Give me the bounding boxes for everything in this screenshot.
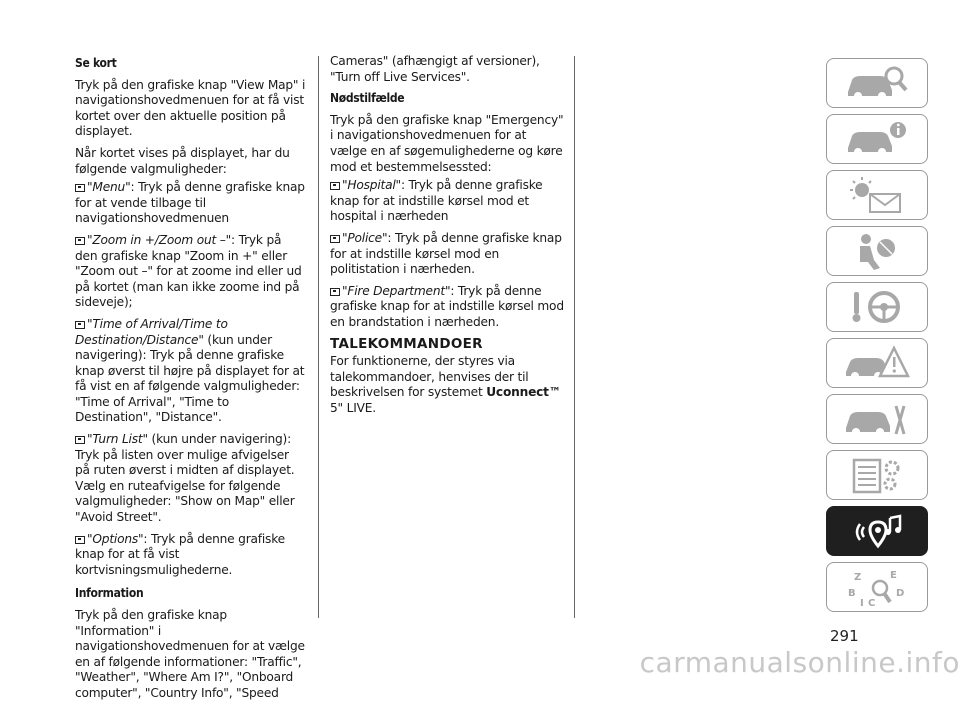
light-envelope-icon	[840, 174, 914, 216]
bullet-item: "Fire Department": Tryk på denne grafiske knap for at indstille kørsel mod en brandstation i nærheden.	[330, 283, 564, 329]
alphabet-index-icon	[840, 566, 914, 608]
bullet-item: "Zoom in +/Zoom out –": Tryk på den grafiske knap "Zoom in +" eller "Zoom out –" for at zoome ind eller ud på kortet (man kan ikke zoome ind på sideveje);	[75, 232, 302, 310]
svg-text:B: B	[848, 588, 856, 599]
bullet-box-icon	[75, 237, 85, 245]
svg-text:I: I	[860, 598, 864, 608]
bullet-box-icon	[75, 536, 85, 544]
svg-text:D: D	[896, 588, 905, 599]
tab-car-warning[interactable]	[826, 338, 928, 388]
text-column-right	[330, 54, 565, 422]
heading-nodstilfaelde: Nødstilfælde	[330, 91, 405, 106]
svg-text:C: C	[868, 598, 876, 608]
bullet-box-icon	[75, 184, 85, 192]
tab-airbag[interactable]	[826, 226, 928, 276]
car-wrench-icon	[840, 398, 914, 440]
bullet-item: "Menu": Tryk på denne grafiske knap for at vende tilbage til navigationshovedmenuen	[75, 180, 305, 226]
bullet-item: "Turn List" (kun under navigering): Tryk på listen over mulige afvigelser på ruten øverst i midten af displayet. Vælg en ruteafvigelse for følgende valgmuligheder: "Show on Map" eller "Avoid Street".	[75, 432, 295, 525]
bullet-box-icon	[75, 321, 85, 329]
paragraph: Cameras" (afhængigt af versioner), "Turn off Live Services".	[330, 54, 540, 84]
page-number: 291	[830, 627, 859, 645]
list-gears-icon	[840, 454, 914, 496]
svg-text:Z: Z	[854, 572, 862, 583]
bullet-item: "Time of Arrival/Time to Destination/Distance" (kun under navigering): Tryk på denne grafiske knap øverst til højre på displayet for at få vist en af følgende valgmuligheder: "Time of Arrival", "Time to Destination", "Distance".	[75, 316, 305, 425]
car-magnifier-icon	[840, 62, 914, 104]
paragraph: Når kortet vises på displayet, har du følgende valgmuligheder:	[75, 145, 290, 176]
tab-multimedia[interactable]	[826, 506, 928, 556]
column-divider	[318, 56, 319, 618]
bullet-box-icon	[330, 288, 340, 296]
tab-light-envelope[interactable]	[826, 170, 928, 220]
tab-car-info[interactable]	[826, 114, 928, 164]
car-warning-icon	[840, 342, 914, 384]
tab-car-magnifier[interactable]	[826, 58, 928, 108]
bullet-box-icon	[330, 182, 340, 190]
paragraph: Tryk på den grafiske knap "View Map" i navigationshovedmenuen for at få vist kortet over den aktuelle position på displayet.	[75, 77, 306, 139]
tab-list-gears[interactable]	[826, 450, 928, 500]
tab-steering[interactable]	[826, 282, 928, 332]
heading-talekommandoer: TALEKOMMANDOER	[330, 335, 483, 352]
paragraph: Tryk på den grafiske knap "Information" i navigationshovedmenuen for at vælge en af følgende informationer: "Traffic", "Weather", "Where Am I?", "Onboard computer", "Country Info", "Speed	[75, 608, 305, 700]
chapter-tabs	[826, 58, 930, 618]
paragraph: Tryk på den grafiske knap "Emergency" i navigationshovedmenuen for at vælge en af søgemulighederne og køre mod et bestemmelsessted:	[330, 112, 564, 174]
heading-se-kort: Se kort	[75, 56, 117, 70]
paragraph: For funktionerne, der styres via talekommandoer, henvises der til beskrivelsen for systemet Uconnect™ 5" LIVE.	[330, 354, 561, 415]
steering-wheel-icon	[840, 286, 914, 328]
bullet-item: "Hospital": Tryk på denne grafiske knap for at indstille kørsel mod et hospital i nærheden	[330, 178, 543, 224]
bullet-item: "Police": Tryk på denne grafiske knap for at indstille kørsel mod en politistation i nærheden.	[330, 230, 562, 277]
text-column-left	[75, 54, 307, 708]
heading-information: Information	[75, 586, 144, 601]
svg-text:E: E	[890, 570, 897, 581]
multimedia-music-icon	[840, 510, 914, 552]
bullet-item: "Options": Tryk på denne grafiske knap for at få vist kortvisningsmulighederne.	[75, 531, 285, 577]
watermark: carmanualsonline.info	[639, 646, 960, 679]
tab-car-wrench[interactable]	[826, 394, 928, 444]
column-divider	[574, 56, 575, 618]
tab-index[interactable]	[826, 562, 928, 612]
car-info-icon	[840, 118, 914, 160]
bullet-box-icon	[75, 436, 85, 444]
bullet-box-icon	[330, 235, 340, 243]
airbag-person-icon	[840, 230, 914, 272]
